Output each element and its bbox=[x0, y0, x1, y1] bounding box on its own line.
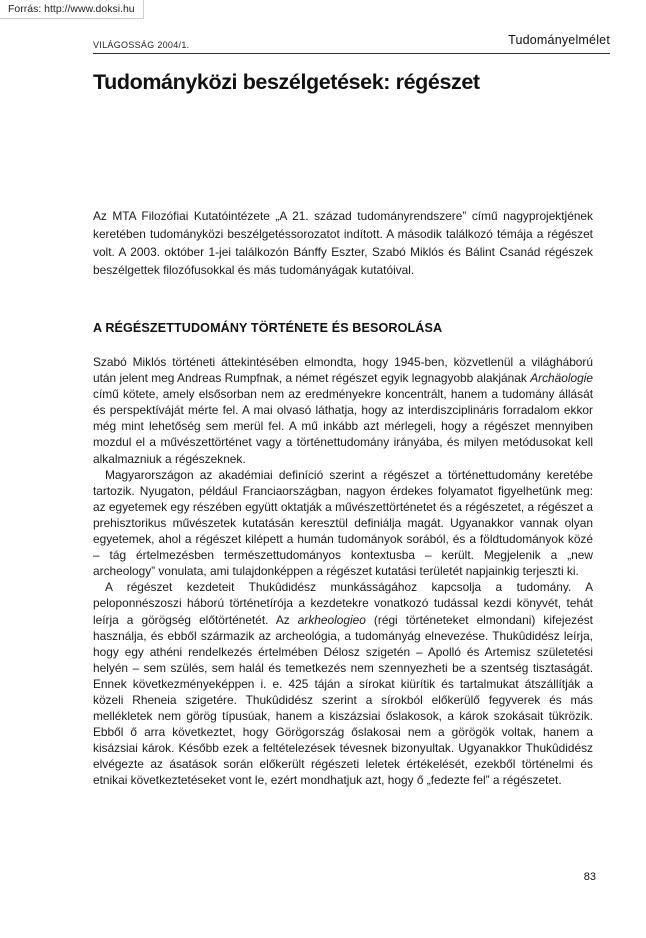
article-title: Tudományközi beszélgetések: régészet bbox=[93, 70, 480, 94]
paragraph-text: című kötete, amely elsősorban nem az eredményekre koncentrált, hanem a tudomány állását és perspektíváját mérte fel. A mai olvasó láthatja, hogy az interdiszciplináris forradalom ekkor még mint lehetőség sem merül fel. A mű inkább azt mérlegeli, hogy a régészet mennyiben mozdul el a művészettörténet vagy a történettudomány irányába, és milyen metódusokat kell alkalmazniuk a régészeknek. bbox=[93, 387, 593, 466]
article-body bbox=[93, 354, 593, 789]
greek-term: arkheologieo bbox=[297, 612, 366, 627]
abstract: Az MTA Filozófiai Kutatóintézete „A 21. század tudományrendszere” című nagyprojektjének keretében tudományközi beszélgetéssorozatot indított. A második találkozó témája a régészet volt. A 2003. október 1-jei találkozón Bánffy Eszter, Szabó Miklós és Bálint Csanád régészek beszélgettek filozófusokkal és más tudományágak kutatóival. bbox=[93, 209, 593, 277]
source-note: Forrás: http://www.doksi.hu bbox=[0, 0, 144, 19]
paragraph bbox=[93, 467, 593, 580]
page-number: 83 bbox=[583, 871, 596, 883]
journal-issue: VILÁGOSSÁG 2004/1. bbox=[93, 40, 190, 50]
header-rule bbox=[93, 53, 610, 54]
paragraph-text: Magyarországon az akadémiai definíció szerint a régészet a történettudomány keretébe tartozik. Nyugaton, például Franciaországban, nagyon érdekes folyamatot figyelhetünk meg: az egyetemek egy részében együtt oktatják a művészettörténetet és a régészetet, a régészet a prehisztorikus művészetek kutatásán keresztül definiálja magát. Ugyanakkor vannak olyan egyetemek, ahol a régészet kilépett a humán tudományok sorából, és a földtudományok közé – tág értelmezésben természettudományos kontextusba – került. Megjelenik a „new archeology” vonulata, ami tulajdonképpen a régészet kutatási területét napjainkig terjeszti ki. bbox=[93, 467, 593, 579]
paragraph bbox=[93, 579, 593, 788]
paragraph-text: (régi történeteket elmondani) kifejezést használja, és ebből származik az archeológia, a tudományág elnevezése. Thukûdidész leírja, hogy egy athéni rendelkezés értelmében Délosz szigetén – Apolló és Artemisz születetési helyén – sem szülés, sem halál és temetkezés nem szennyezheti be a szentség tisztaságát. Ennek következményeképpen i. e. 425 táján a sírokat kiürítik és tartalmukat átszállítják a közeli Rheneia szigetére. Thukûdidész szerint a sírokból előkerülő fegyverek és más mellékletek nem görög típusúak, hanem a kiszázsiai őslakosok, a károk szokásait tükrözik. Ebből ő arra következtet, hogy Görögország őslakosai nem a görögök voltak, hanem a kisázsiai károk. Később ezek a feltételezések tévesnek bizonyultak. Ugyanakkor Thukûdidész elvégezte az ásatások során előkerült régészeti leletek értékelését, ezekből történelmi és etnikai következtetéseket vont le, ezért mondhatjuk azt, hogy ő „fedezte fel” a régészetet. bbox=[93, 612, 593, 788]
paragraph-text: Szabó Miklós történeti áttekintésében elmondta, hogy 1945-ben, közvetlenül a világháború után jelent meg Andreas Rumpfnak, a német régészet egyik legnagyobb alakjának bbox=[93, 355, 593, 386]
paragraph bbox=[93, 354, 593, 467]
section-title: Tudományelmélet bbox=[508, 33, 610, 47]
book-title: Archäologie bbox=[530, 371, 593, 386]
section-heading: A RÉGÉSZETTUDOMÁNY TÖRTÉNETE ÉS BESOROLÁSA bbox=[93, 321, 443, 335]
paragraph-text: A régészet kezdeteit Thukûdidész munkásságához kapcsolja a tudomány. A peloponnészoszi háború történetírója a kezdetekre vonatkozó tudással kezdi könyvét, tehát leírja a görögség előtörténetét. Az bbox=[93, 580, 593, 627]
